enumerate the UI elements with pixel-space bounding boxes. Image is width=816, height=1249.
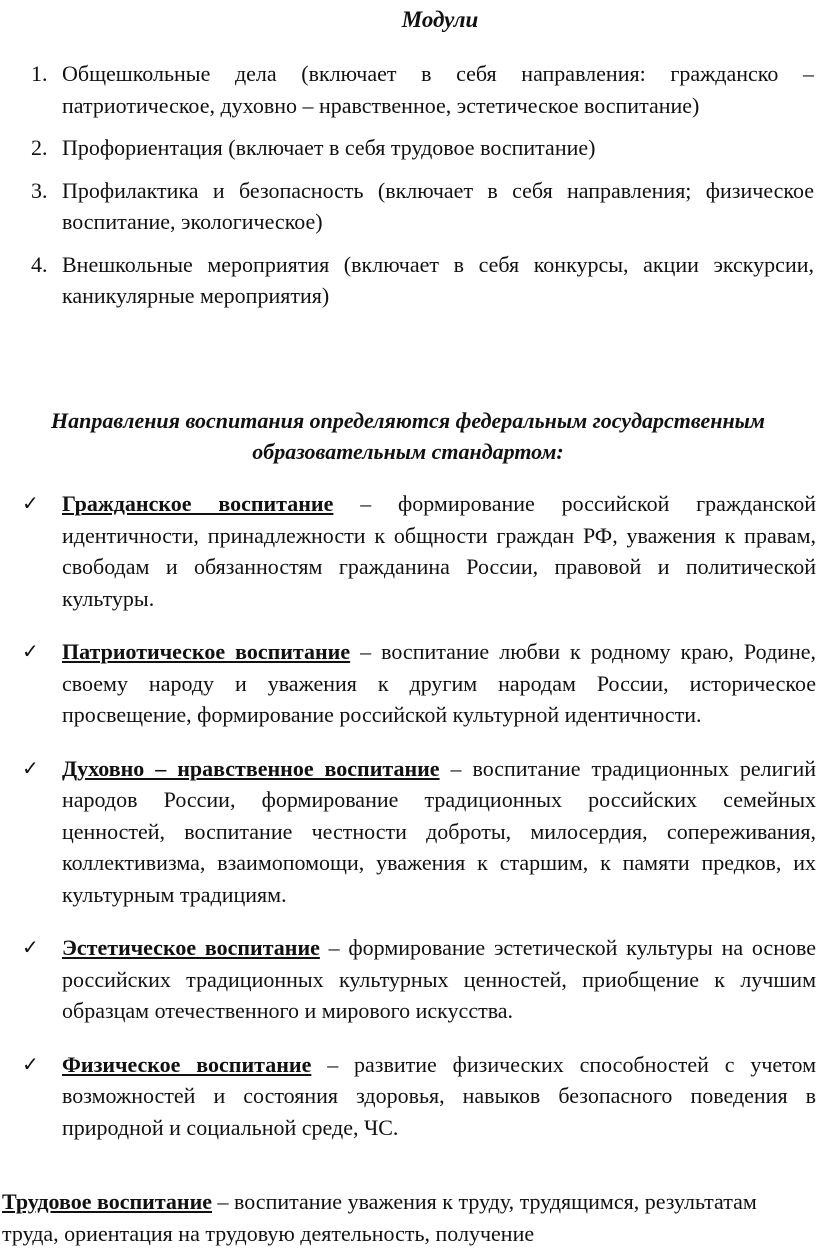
direction-text: – формирование эстетической культуры на основе российских традиционных культурных ценностей, приобщение к лучшим образцам отечественного и мирового искусства. <box>62 935 816 1023</box>
direction-description <box>62 488 816 614</box>
direction-text: – развитие физических способностей с учетом возможностей и состояния здоровья, навыков безопасного поведения в природной и социальной среде, ЧС. <box>62 1051 816 1140</box>
direction-name: Патриотическое воспитание <box>62 639 351 664</box>
list-item-number: 4. <box>31 251 48 277</box>
checkmark-icon: ✓ <box>22 1051 39 1076</box>
list-item-number: 3. <box>31 177 48 203</box>
direction-description <box>62 636 816 731</box>
page-title: Модули <box>401 7 479 32</box>
direction-name: Духовно – нравственное воспитание <box>62 755 440 781</box>
direction-name: Трудовое воспитание <box>2 1189 213 1214</box>
checkmark-icon: ✓ <box>22 935 39 959</box>
section-heading <box>0 405 816 467</box>
direction-description <box>62 1049 816 1144</box>
labor-paragraph <box>2 1186 762 1249</box>
direction-text: – воспитание уважения к труду, трудящимся, результатам труда, ориентация на трудовую деятельность, получение <box>2 1189 757 1246</box>
list-item <box>22 488 816 614</box>
list-item <box>20 58 816 121</box>
list-item-text: Профилактика и безопасность (включает в себя направления; физическое воспитание, экологическое) <box>62 177 814 234</box>
list-item-text: Профориентация (включает в себя трудовое воспитание) <box>62 135 596 160</box>
direction-name: Физическое воспитание <box>62 1051 312 1077</box>
direction-text: – формирование российской гражданской идентичности, принадлежности к общности граждан РФ, уважения к правам, свободам и обязанностям гражданина России, правовой и политической культуры. <box>62 491 816 611</box>
checkmark-icon: ✓ <box>22 639 39 663</box>
checkmark-icon: ✓ <box>22 755 39 780</box>
modules-list <box>20 58 816 323</box>
list-item-text: Внешкольные мероприятия (включает в себя конкурсы, акции экскурсии, каникулярные мероприятия) <box>62 251 814 308</box>
list-item-number: 1. <box>31 61 48 86</box>
checkmark-icon: ✓ <box>22 491 39 515</box>
list-item <box>20 132 816 164</box>
direction-description <box>62 932 816 1027</box>
list-item <box>22 636 816 731</box>
list-item-number: 2. <box>31 135 48 160</box>
section-heading-line: Направления воспитания определяются федеральным государственным <box>50 408 765 433</box>
list-item-text: Общешкольные дела (включает в себя направления: гражданско – патриотическое, духовно – нравственное, эстетическое воспитание) <box>62 61 814 118</box>
list-item <box>22 753 816 911</box>
direction-name: Гражданское воспитание <box>62 491 334 516</box>
section-heading-line: образовательным стандартом: <box>252 439 564 464</box>
direction-text: – воспитание любви к родному краю, Родине, своему народу и уважения к другим народам России, историческое просвещение, формирование российской культурной идентичности. <box>62 639 816 727</box>
list-item <box>22 1049 816 1144</box>
list-item <box>22 932 816 1027</box>
list-item <box>20 175 816 238</box>
directions-list <box>22 488 816 1165</box>
list-item <box>20 249 816 312</box>
direction-name: Эстетическое воспитание <box>62 935 320 960</box>
direction-text: – воспитание традиционных религий народов России, формирование традиционных российских семейных ценностей, воспитание честности доброты, милосердия, сопереживания, коллективизма, взаимопомощи, уважения к старшим, к памяти предков, их культурным традициям. <box>62 755 816 907</box>
direction-description <box>62 753 816 911</box>
